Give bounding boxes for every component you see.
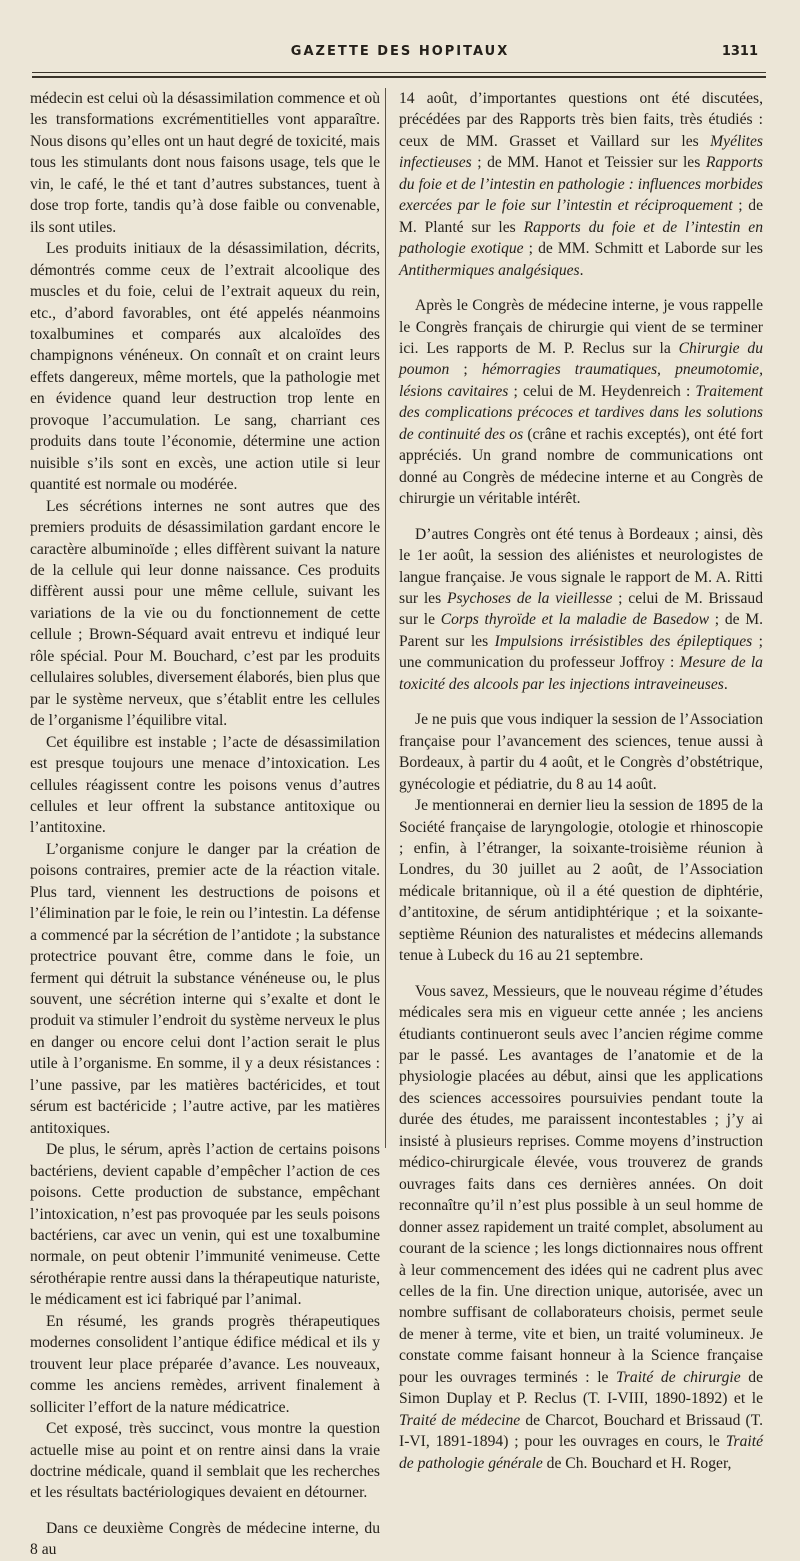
text-run: ; de M. Parent sur les (399, 611, 764, 650)
paragraph: médecin est celui où la désassimilation commence et où les transformations excrémentitielles vont apparaître. Nous disons qu’elles ont un haut degré de toxicité, mais tous les stimulants dont nous faisons usage, tels que le vin, le café, le thé et tant d’autres substances, tuent à dose trop forte, tandis qu’à dose faible ou convenable, ils sont utiles. (30, 90, 380, 236)
header-rule-thick (32, 76, 766, 78)
italic-title: Impulsions irrésistibles des épileptiques (494, 632, 753, 650)
italic-title: Corps thyroïde et la maladie de Basedow (440, 611, 710, 629)
italic-title: Traitement des complications précoces et tardives dans les solutions de continuité des os (399, 382, 763, 443)
paragraph: L’organisme conjure le danger par la création de poisons contraires, premier acte de la réaction vitale. Plus tard, viennent les destructions de poisons et l’élimination par le foie, le rein ou l’intestin. La défense a commencé par la sécrétion de l’antidote ; la substance protectrice pouvant être, comme dans le foie, un ferment qui détruit la substance vénéneuse ou, le plus souvent, une sécrétion interne qui s’exalte et dont le produit va stimuler l’endroit du système nerveux le plus en danger ou encore celui dont l’action serait le plus utile à l’organisme. En somme, il y a deux résistances : l’une passive, par les matières bactéricides, et tout sérum est bactéricide ; l’autre active, par les matières antitoxiques. (30, 840, 380, 1137)
right-column (399, 88, 764, 1472)
text-run: Après le Congrès de médecine interne, je vous rappelle le Congrès français de chirurgie qui vient de se terminer ici. Les rapports de M. P. Reclus sur la (399, 297, 763, 357)
italic-title: Psychoses de la vieillesse (446, 589, 613, 607)
italic-title: Chirurgie du poumon (399, 339, 763, 379)
italic-title: Traité de médecine (399, 1411, 521, 1429)
italic-title: Myélites infectieuses (399, 132, 763, 172)
text-run: de Ch. Bouchard et H. Roger, (542, 1454, 732, 1472)
text-run: ; de M. Planté sur les (399, 197, 763, 236)
paragraph: Je mentionnerai en dernier lieu la session de 1895 de la Société française de laryngologie, otologie et rhinoscopie ; enfin, à l’étranger, la soixante-troisième réunion à Londres, du 30 juillet au 2 août, de l’Association médicale britannique, où il a été question de diphtérie, d’antitoxine, de sérum antidiphtérique ; et la soixante-septième Réunion des naturalistes et médecins allemands tenue à Lubeck du 16 au 21 septembre. (399, 797, 763, 965)
text-run: ; (449, 361, 482, 379)
paragraph (399, 981, 763, 1474)
text-run: ; celui de M. Heydenreich : (508, 382, 696, 400)
paragraph: De plus, le sérum, après l’action de certains poisons bactériens, devient capable d’empêcher l’action de ces poisons. Cette production de substance, empêchant l’intoxication, n’est pas provoquée par les seuls poisons bactériens, car avec un venin, qui est une toxalbumine normale, on peut obtenir l’immunité venimeuse. Cette sérothérapie rentre aussi dans la thérapeutique naturiste, le médicament est ici fabriqué par l’animal. (30, 1141, 380, 1309)
text-run: D’autres Congrès ont été tenus à Bordeaux ; ainsi, dès le 1er août, la session des aliénistes et neurologistes de langue française. Je vous signale le rapport de M. A. Ritti sur les (399, 525, 763, 607)
text-run: . (579, 261, 584, 279)
text-run: de Charcot, Bouchard et Brissaud (T. I-VI, 1891-1894) ; pour les ouvrages en cours, le (399, 1411, 763, 1451)
left-column (30, 88, 380, 1559)
italic-title: Mesure de la toxicité des alcools par les injections intraveineuses (399, 654, 763, 693)
running-title: GAZETTE DES HOPITAUX (290, 44, 510, 59)
paragraph: Cet exposé, très succinct, vous montre la question actuelle mise au point et on rentre ainsi dans la vraie doctrine médicale, quand il semblait que les recherches et les résultats bactériologiques devaient en détourner. (30, 1420, 380, 1502)
paragraph: Dans ce deuxième Congrès de médecine interne, du 8 au (30, 1519, 380, 1559)
text-run: ; de MM. Schmitt et Laborde sur les (523, 240, 763, 258)
text-run: (crâne et rachis exceptés), ont été fort appréciés. Un grand nombre de communications ont donné au Congrès de médecine interne et au Congrès de chirurgie un véritable intérêt. (399, 425, 763, 508)
paragraph: Les sécrétions internes ne sont autres que des premiers produits de désassimilation gardant encore le caractère albuminoïde ; elles diffèrent suivant la nature de la cellule qui leur donne naissance. Ces produits diffèrent aussi pour une même cellule, suivant les variations de la vie ou du fonctionnement de cette cellule ; Brown-Séquard avait entrevu et indiqué leur rôle spécial. Pour M. Bouchard, c’est par les produits cellulaires solubles, diversement élaborés, bien plus que par le système nerveux, que s’établit entre les cellules de l’organisme l’équilibre vital. (30, 497, 380, 730)
italic-title: Rapports du foie et de l’intestin en pathologie exotique (399, 218, 763, 258)
italic-title: Traité de pathologie générale (399, 1433, 763, 1472)
text-run: . (723, 675, 728, 693)
italic-title: Traité de chirurgie (616, 1368, 741, 1386)
header-rule-thin (32, 72, 766, 73)
paragraph: Les produits initiaux de la désassimilation, décrits, démontrés comme ceux de l’extrait alcoolique des muscles et du foie, celui de l’extrait aqueux du rein, etc., d’abord favorables, ont été appelés néanmoins toxalbumines et comparés aux alcaloïdes des champignons vénéneux. On connaît et on craint leurs effets dangereux, même mortels, que la pathologie met en évidence quand leur destruction trop lente en provoque l’accumulation. Le sang, charriant ces produits dans toute l’économie, détermine une action nuisible s’ils sont en excès, une action utile si leur quantité est normale ou modérée. (30, 240, 380, 494)
paragraph (399, 524, 763, 696)
column-divider (385, 88, 386, 1148)
paragraph: En résumé, les grands progrès thérapeutiques modernes consolident l’antique édifice médical et ils y trouvent leur place préparée d’avance. Les nouveaux, comme les anciens remèdes, arrivent finalement à solliciter l’effort de la nature médicatrice. (30, 1312, 380, 1416)
paragraph (399, 295, 763, 510)
text-run: ; celui de M. Brissaud sur le (399, 589, 763, 629)
italic-title: hémorragies traumatiques, pneumotomie, lésions cavitaires (399, 361, 763, 400)
text-run: Vous savez, Messieurs, que le nouveau régime d’études médicales sera mis en vigueur cette année ; les anciens étudiants continueront seuls avec l’ancien régime comme par le passé. Les avantages de l’anatomie et de la physiologie placées au début, ainsi que les applications des sciences accessoires poursuivies pendant toute la durée des études, me paraissent incontestables ; j’y ai insisté à plusieurs reprises. Comme moyens d’instruction médico-chirurgicale élevée, vous trouverez de grands ouvrages faits dans ces dernières années. On doit reconnaître qu’il n’est plus possible à un seul homme de donner assez rapidement un traité complet, absolument au courant de la science ; les longs dictionnaires nous offrent à leur commencement des idées qui ne cadrent plus avec celles de la fin. Une direction unique, autorisée, avec un nombre suffisant de collaborateurs choisis, permet seule de mener à terme, vite et bien, un traité volumineux. Je constate comme faisant honneur à la Science française pour les ouvrages terminés : le (399, 982, 763, 1386)
text-run: ; de MM. Hanot et Teissier sur les (471, 154, 706, 172)
page-header (30, 44, 770, 68)
italic-title: Rapports du foie et de l’intestin en pathologie : influences morbides exercées par le foie sur l’intestin et réciproquement (399, 154, 763, 215)
italic-title: Antithermiques analgésiques (399, 261, 580, 279)
text-run: de Simon Duplay et P. Reclus (T. I-VIII, 1890-1892) et le (399, 1368, 764, 1408)
text-run: 14 août, d’importantes questions ont été discutées, précédées par des Rapports très bien faits, très étudiés : ceux de MM. Grasset et Vaillard sur les (399, 90, 763, 150)
paragraph: Cet équilibre est instable ; l’acte de désassimilation est presque toujours une menace d’intoxication. Les cellules réagissent contre les poisons venus d’autres cellules et leur offrent la substance antitoxique ou l’antitoxine. (30, 733, 380, 837)
text-run: ; une communication du professeur Joffroy : (399, 632, 763, 672)
paragraph: Je ne puis que vous indiquer la session de l’Association française pour l’avancement des sciences, tenue aussi à Bordeaux, à partir du 4 août, et le Congrès d’obstétrique, gynécologie et pédiatrie, du 8 au 14 août. (399, 711, 763, 793)
paragraph (399, 88, 763, 281)
page-number: 1311 (721, 44, 758, 59)
